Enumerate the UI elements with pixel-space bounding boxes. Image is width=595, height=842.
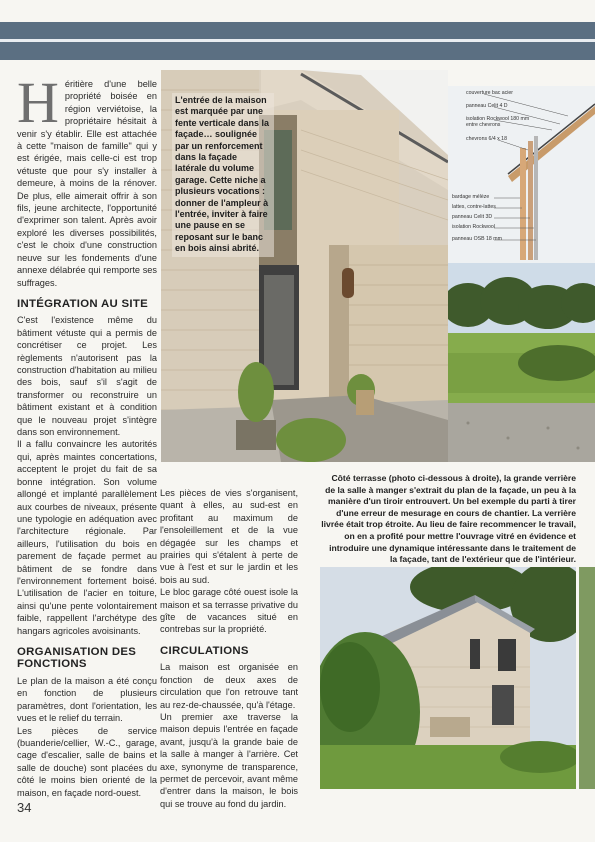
heading-circulations: CIRCULATIONS — [160, 644, 249, 657]
construction-detail-diagram — [448, 86, 595, 263]
diagram-label-cladding: bardage mélèze — [452, 194, 490, 200]
page-number: 34 — [17, 800, 32, 815]
landscape-illustration — [448, 263, 595, 462]
paragraph-integration-2: Il a fallu convaincre les autorités qui, après maintes concertations, acceptent le projet du fait de sa bonne intégration. Son volume allongé et implanté parallèlement aux courbes de niveaux, présente une typologie en adéquation avec l'architecture régionale. Par ailleurs, l'utilisation du bois en parement de façade permet au bâtiment de se fondre dans l'environnement fortement boisé. L'utilisation de l'acier en toiture, ainsi qu'une pente volontairement faible, rappellent l'archétype des hangars agricoles avoisinants. — [17, 439, 157, 636]
paragraph-col2-1: Les pièces de vies s'organisent, quant à elles, au sud-est en profitant au maximum de l'ensoleillement et de la vue dégagée sur les champs et prairies qui s'étalent à perte de vue à l'est et sur le jardin et les bois au sud. — [160, 488, 298, 585]
text-column-1 — [17, 70, 157, 799]
diagram-label-celit4d: panneau Celit 4 D — [466, 103, 508, 109]
house-exterior-illustration — [320, 567, 576, 789]
photo-house-exterior — [320, 567, 576, 789]
text-column-2 — [160, 487, 298, 810]
diagram-label-rockwool: isolation Rockwool — [452, 224, 495, 230]
header-stripe — [0, 39, 595, 42]
photo-overlay-text: L'entrée de la maison est marquée par une fente verticale dans la façade… soulignée par un renforcement dans la façade latérale du volume garage. Cette niche a plusieurs vocations : donner de l'ampleur à l'entrée, inviter à faire une pause en se reposant sur le banc en bois ainsi abrité. — [172, 93, 274, 257]
intro-paragraph — [17, 70, 157, 289]
paragraph-circulations-1: La maison est organisée en fonction de deux axes de circulation que l'on retrouve tant au rez-de-chaussée, qu'à l'étage. — [160, 662, 298, 710]
paragraph-organisation-1: Le plan de la maison a été conçu en fonction de plusieurs paramètres, dont l'orientation, les vues et le relief du terrain. — [17, 675, 157, 724]
diagram-label-battens: lattes, contre-lattes — [452, 204, 496, 210]
photo-edge-foliage — [579, 567, 595, 789]
diagram-label-rafters: chevrons 6/4 x 18 — [466, 136, 507, 142]
heading-integration: INTÉGRATION AU SITE — [17, 297, 148, 310]
diagram-label-celit3d: panneau Celit 3D — [452, 214, 493, 220]
paragraph-circulations-2: Un premier axe traverse la maison depuis l'entrée en façade avant, jusqu'à la grande baie de la salle à manger à l'arrière. Cet axe, synonyme de transparence, permet de percevoir, avant même d'entrer dans la maison, le bois qui se trouve au fond du jardin. — [160, 712, 298, 809]
diagram-label-roofing: couverture bac acier — [466, 90, 513, 96]
paragraph-integration-1: C'est l'existence même du bâtiment vétuste qui a permis de concrétiser ce projet. Les règlements n'autorisent pas la construction d'habitation au milieu des bois, sauf s'il s'agit de transformer ou reconstruire un bâtiment existant et à condition que le nouveau projet s'intègre dans son environnement. — [17, 315, 157, 438]
heading-organisation: ORGANISATION DES FONCTIONS — [17, 645, 137, 671]
paragraph-organisation-2: Les pièces de service (buanderie/cellier, W.-C., garage, cage d'escalier, salle de bains et salle de douche) sont placées du côté le moins bien orienté de la maison, en façade nord-ouest. — [17, 725, 157, 798]
paragraph-col2-2: Le bloc garage côté ouest isole la maison et sa terrasse privative du gîte de vacances situé en contrebas sur la propriété. — [160, 587, 298, 635]
diagram-label-osb: panneau OSB 18 mm — [452, 236, 502, 242]
photo-landscape — [448, 263, 595, 462]
header-band — [0, 22, 595, 60]
photo-caption: Côté terrasse (photo ci-dessous à droite), la grande verrière de la salle à manger s'extrait du plan de la façade, un peu à la manière d'un tiroir entrouvert. Un bel exemple du parti à tirer d'une erreur de mesurage en cours de chantier. La verrière livrée était trop étroite. Au lieu de faire recommencer le travail, on en a profité pour mettre l'ouvrage vitré en évidence et introduire une dynamique intéressante dans le traitement de la façade, tant de l'extérieur que de l'intérieur. — [321, 473, 576, 565]
diagram-label-insulation-b: entre chevrons — [466, 122, 501, 128]
intro-text: éritière d'une belle propriété boisée en région verviétoise, la propriétaire hésitait à venir s'y établir. Elle est attachée à cette "maison de famille" qui y est érigée, mais celle-ci est trop vétuste que pour s'y installer à demeure, à moins de la rénover. De plus, elle aimerait offrir à son fils, jeune architecte, l'opportunité d'exprimer son talent. Après avoir exploré les diverses possibilités, c'est le choix d'une construction neuve sur les fondements d'une annexe délabrée qui remporte ses suffrages. — [17, 79, 157, 288]
drop-cap: H — [17, 70, 59, 135]
diagram-label-insulation: isolation Rockwool 180 mm — [466, 116, 530, 122]
